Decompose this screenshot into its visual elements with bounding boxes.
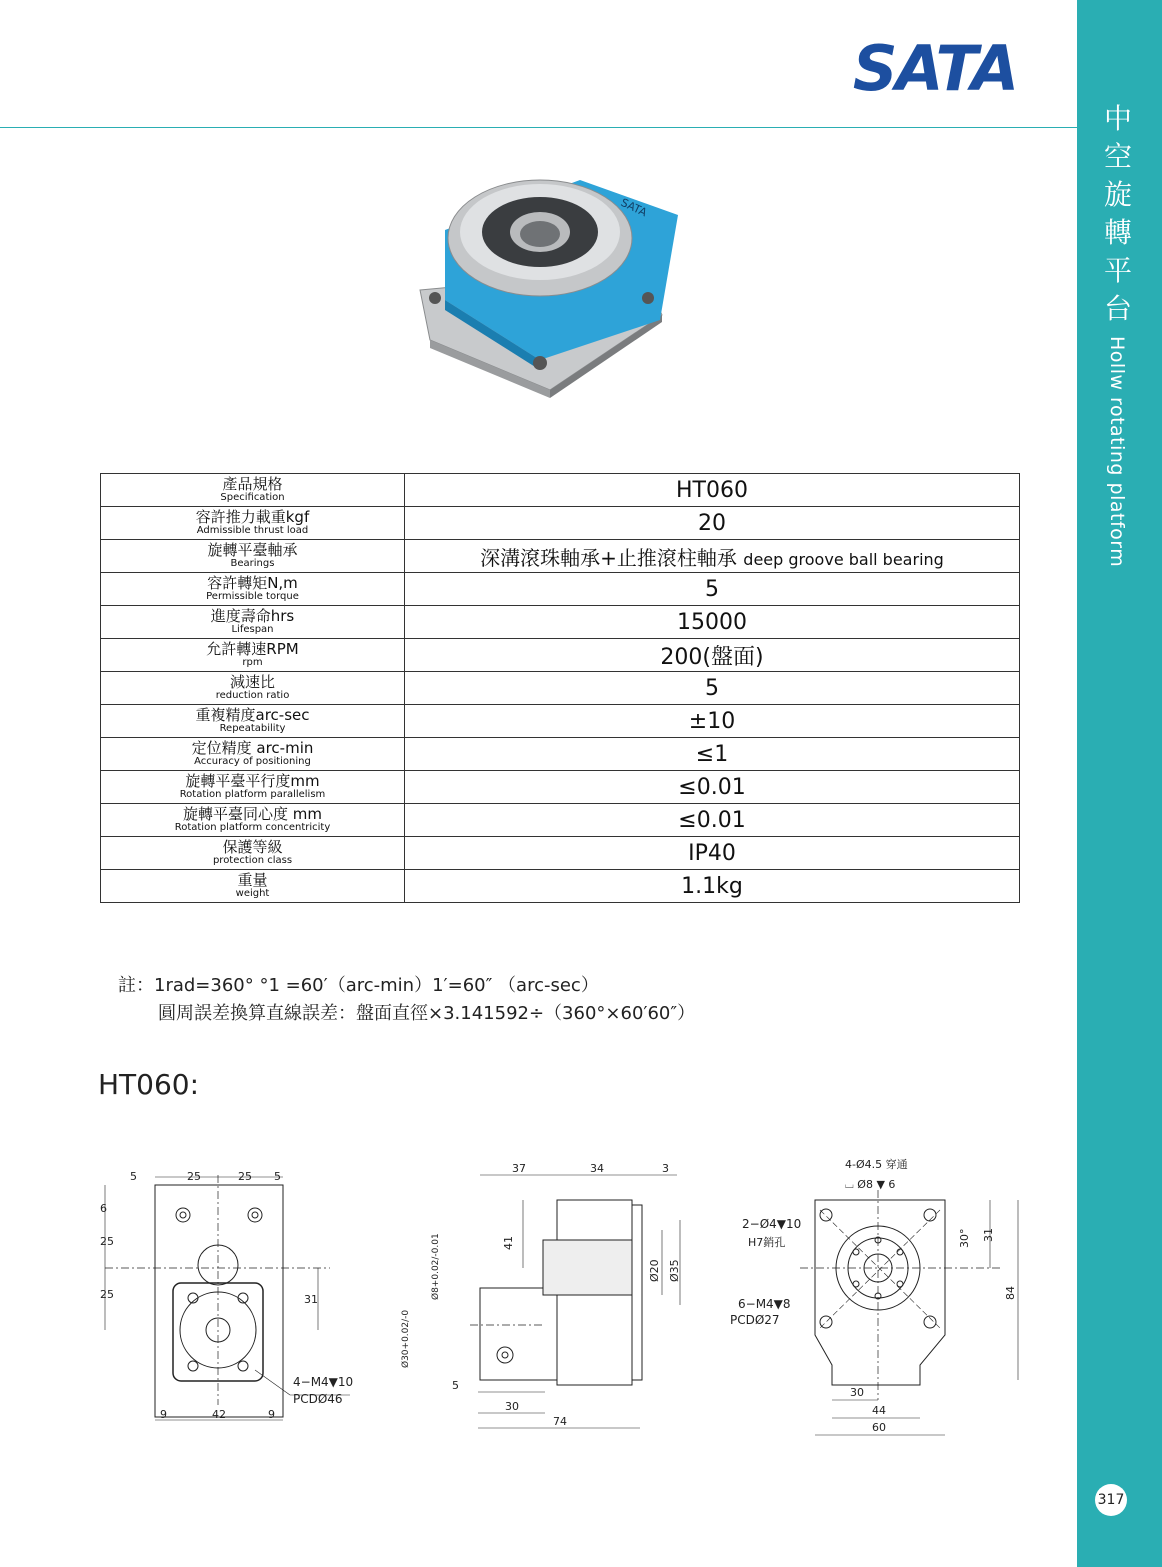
top-callout-e: 6−M4▼8	[738, 1297, 791, 1311]
note-line-2: 圓周誤差換算直線誤差：盤面直徑×3.141592÷（360°×60′60″）	[158, 1003, 696, 1024]
side-dim-41: 41	[502, 1236, 515, 1250]
spec-value: 5	[405, 573, 1020, 606]
side-dim-74: 74	[553, 1415, 567, 1428]
front-dim-left-1: 6	[100, 1202, 107, 1215]
spec-label-cn: 旋轉平臺同心度 mm	[183, 805, 322, 823]
header-rule	[0, 127, 1077, 128]
top-callout-b: ⌴ Ø8 ▼ 6	[845, 1178, 896, 1191]
top-dim-44: 44	[872, 1404, 886, 1417]
spec-label-en: Rotation platform concentricity	[174, 822, 331, 833]
spec-label-en: Admissible thrust load	[196, 525, 309, 536]
spec-label-en: weight	[235, 888, 270, 899]
side-dim-d30: Ø30+0.02/-0	[401, 1309, 411, 1368]
table-row	[101, 837, 1020, 870]
front-dim-top-3: 25	[238, 1170, 252, 1183]
front-dim-bottom-3: 9	[268, 1408, 275, 1421]
spec-value: 20	[405, 507, 1020, 540]
spec-value: 200(盤面)	[405, 639, 1020, 672]
table-row	[101, 507, 1020, 540]
spec-label-en: Rotation platform parallelism	[179, 789, 326, 800]
spec-label-cn: 產品規格	[222, 475, 283, 493]
front-callout-1: 4−M4▼10	[293, 1375, 354, 1389]
spec-value: ≤0.01	[405, 804, 1020, 837]
spec-value: HT060	[405, 474, 1020, 507]
side-dim-d35: Ø35	[668, 1259, 681, 1282]
front-dim-top-1: 5	[130, 1170, 137, 1183]
side-view	[470, 1175, 680, 1428]
spec-label-en: Repeatability	[219, 723, 286, 734]
spec-value: IP40	[405, 837, 1020, 870]
sidebar-title-en: Hollw rotating platform	[1106, 336, 1128, 568]
side-dim-top-3: 3	[662, 1162, 669, 1175]
spec-label-en: rpm	[242, 657, 263, 668]
model-title: HT060:	[98, 1068, 200, 1101]
top-dim-84: 84	[1004, 1286, 1017, 1300]
spec-label-cn: 重複精度arc-sec	[195, 706, 310, 724]
front-dim-bottom-1: 9	[160, 1408, 167, 1421]
spec-value: ≤0.01	[405, 771, 1020, 804]
front-callout-2: PCDØ46	[293, 1392, 343, 1406]
product-image	[400, 170, 700, 400]
spec-label-cn: 定位精度 arc-min	[191, 739, 314, 757]
spec-label-cn: 允許轉速RPM	[206, 640, 299, 658]
side-dim-d8: Ø8+0.02/-0.01	[431, 1233, 441, 1300]
note-line-1: 註：1rad=360° °1 =60′（arc-min）1′=60″ （arc-sec）	[118, 975, 599, 996]
spec-label-cn: 旋轉平臺軸承	[207, 541, 298, 559]
spec-label-cn: 重量	[237, 871, 268, 889]
spec-label-cn: 容許推力載重kgf	[195, 508, 310, 526]
table-row	[101, 705, 1020, 738]
table-row	[101, 870, 1020, 903]
spec-label-en: Permissible torque	[206, 591, 299, 602]
table-row	[101, 474, 1020, 507]
svg-text:SATA: SATA	[618, 195, 649, 220]
side-dim-top-2: 34	[590, 1162, 604, 1175]
sidebar-title-cn: 中空旋轉平台	[1103, 102, 1132, 325]
top-callout-a: 4-Ø4.5 穿通	[845, 1158, 908, 1171]
bearing-value-en: deep groove ball bearing	[743, 549, 944, 569]
spec-label-en: Accuracy of positioning	[194, 756, 311, 767]
side-dim-d20: Ø20	[648, 1259, 661, 1282]
top-callout-c: 2−Ø4▼10	[742, 1217, 802, 1231]
table-row	[101, 738, 1020, 771]
spec-value: ±10	[405, 705, 1020, 738]
side-dim-top-1: 37	[512, 1162, 526, 1175]
spec-label-en: Specification	[220, 492, 285, 503]
front-dim-top-4: 5	[274, 1170, 281, 1183]
side-dim-30: 30	[505, 1400, 519, 1413]
front-dim-left-2: 25	[100, 1235, 114, 1248]
table-row	[101, 804, 1020, 837]
spec-value	[405, 540, 1020, 573]
side-dim-5: 5	[452, 1379, 459, 1392]
spec-value: 1.1kg	[405, 870, 1020, 903]
front-dim-bottom-2: 42	[212, 1408, 226, 1421]
note-block	[118, 972, 695, 1028]
table-row	[101, 672, 1020, 705]
spec-label-cn: 保護等級	[222, 838, 283, 856]
top-dim-60: 60	[872, 1421, 886, 1434]
top-callout-d: H7銷孔	[748, 1236, 786, 1249]
top-dim-30deg: 30°	[958, 1228, 971, 1248]
table-row	[101, 540, 1020, 573]
spec-label-en: reduction ratio	[215, 690, 290, 701]
sata-logo	[850, 32, 1020, 96]
table-row	[101, 771, 1020, 804]
table-row	[101, 639, 1020, 672]
spec-label-en: protection class	[212, 855, 293, 866]
table-row	[101, 573, 1020, 606]
top-view	[800, 1190, 1018, 1435]
spec-label-en: Lifespan	[231, 624, 274, 635]
top-dim-30: 30	[850, 1386, 864, 1399]
logo-text: SATA	[852, 32, 1018, 96]
bearing-value-cn: 深溝滾珠軸承+止推滾柱軸承	[480, 545, 737, 570]
spec-table	[100, 473, 1020, 903]
spec-label-cn: 進度壽命hrs	[210, 607, 295, 625]
front-dim-left-3: 25	[100, 1288, 114, 1301]
top-callout-f: PCDØ27	[730, 1313, 780, 1327]
page-number: 317	[1095, 1484, 1127, 1516]
front-dim-top-2: 25	[187, 1170, 201, 1183]
spec-label-cn: 容許轉矩N,m	[207, 574, 298, 592]
top-dim-31: 31	[982, 1228, 995, 1242]
spec-label-cn: 旋轉平臺平行度mm	[185, 772, 320, 790]
spec-label-en: Bearings	[230, 558, 275, 569]
table-row	[101, 606, 1020, 639]
technical-drawing	[95, 1150, 1035, 1450]
spec-label-cn: 減速比	[229, 673, 275, 691]
spec-value: 5	[405, 672, 1020, 705]
spec-value: 15000	[405, 606, 1020, 639]
front-dim-right: 31	[304, 1293, 318, 1306]
spec-value: ≤1	[405, 738, 1020, 771]
